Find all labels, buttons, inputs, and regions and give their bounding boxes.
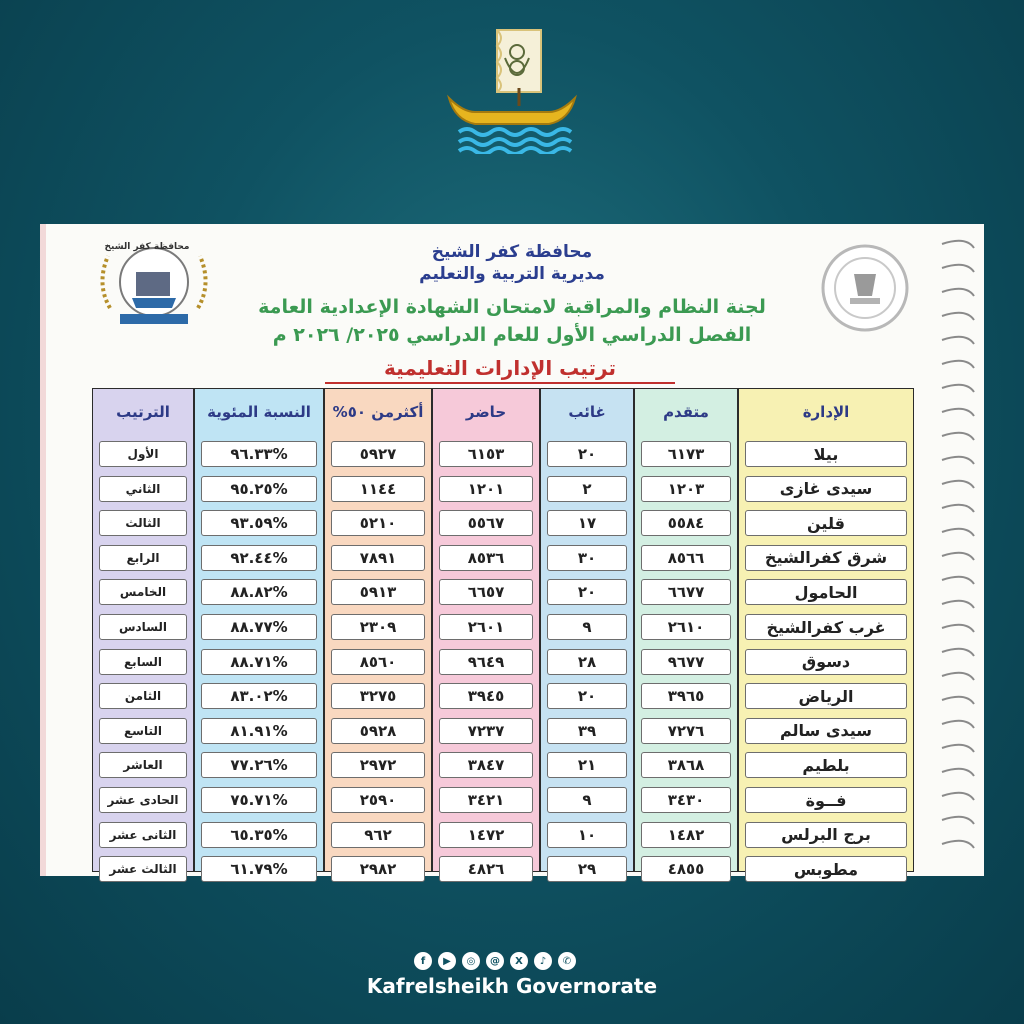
administration-cell: الرياض — [745, 683, 907, 709]
header-absent: غائب — [568, 403, 606, 421]
tiktok-icon[interactable]: ♪ — [534, 952, 552, 970]
absent-cell: ٩ — [547, 614, 627, 640]
absent-cell: ١٧ — [547, 510, 627, 536]
header-present: حاضر — [465, 403, 507, 421]
table-title: ترتيب الإدارات التعليمية — [325, 356, 675, 384]
rank-cell: الرابع — [99, 545, 187, 571]
percentage-cell: %٩٣.٥٩ — [201, 510, 317, 536]
absent-cell: ٢١ — [547, 752, 627, 778]
rank-cell: الحادى عشر — [99, 787, 187, 813]
document-sheet — [40, 224, 984, 879]
present-cell: ١٤٧٢ — [439, 822, 533, 848]
present-cell: ١٢٠١ — [439, 476, 533, 502]
column-administration — [738, 388, 914, 879]
rank-cell: الثامن — [99, 683, 187, 709]
present-cell: ٨٥٣٦ — [439, 545, 533, 571]
present-cell: ٣٤٢١ — [439, 787, 533, 813]
percentage-cell: %٩٦.٣٣ — [201, 441, 317, 467]
advanced-cell: ٧٢٧٦ — [641, 718, 731, 744]
present-cell: ٦١٥٣ — [439, 441, 533, 467]
column-over-50 — [324, 388, 432, 879]
rank-cell: الثالث عشر — [99, 856, 187, 882]
directorate-label: مديرية التربية والتعليم — [419, 264, 605, 284]
advanced-cell: ١٢٠٣ — [641, 476, 731, 502]
rank-cell: التاسع — [99, 718, 187, 744]
percentage-cell: %٨٨.٨٢ — [201, 579, 317, 605]
left-logo-text: محافظة كفر الشيخ — [104, 242, 190, 252]
rank-cell: الأول — [99, 441, 187, 467]
absent-cell: ٩ — [547, 787, 627, 813]
over-50-cell: ٣٢٧٥ — [331, 683, 425, 709]
column-advanced — [634, 388, 738, 879]
administration-cell: دسوق — [745, 649, 907, 675]
absent-cell: ٢٠ — [547, 683, 627, 709]
advanced-cell: ٨٥٦٦ — [641, 545, 731, 571]
header-over-50: أكثرمن ٥٠% — [332, 403, 424, 421]
brand-name: Kafrelsheikh Governorate — [366, 974, 658, 998]
ranking-table — [92, 388, 914, 879]
administration-cell: بلطيم — [745, 752, 907, 778]
x-icon[interactable]: X — [510, 952, 528, 970]
administration-cell: غرب كفرالشيخ — [745, 614, 907, 640]
present-cell: ٢٦٠١ — [439, 614, 533, 640]
facebook-icon[interactable]: f — [414, 952, 432, 970]
over-50-cell: ٢٩٧٢ — [331, 752, 425, 778]
percentage-cell: %٧٧.٢٦ — [201, 752, 317, 778]
over-50-cell: ٧٨٩١ — [331, 545, 425, 571]
rank-cell: العاشر — [99, 752, 187, 778]
present-cell: ٥٥٦٧ — [439, 510, 533, 536]
administration-cell: برج البرلس — [745, 822, 907, 848]
absent-cell: ١٠ — [547, 822, 627, 848]
present-cell: ٤٨٢٦ — [439, 856, 533, 882]
percentage-cell: %٨١.٩١ — [201, 718, 317, 744]
header-percentage: النسبة المئوية — [207, 403, 311, 421]
advanced-cell: ٥٥٨٤ — [641, 510, 731, 536]
percentage-cell: %٩٢.٤٤ — [201, 545, 317, 571]
rank-cell: الخامس — [99, 579, 187, 605]
threads-icon[interactable]: @ — [486, 952, 504, 970]
absent-cell: ٢ — [547, 476, 627, 502]
absent-cell: ٣٩ — [547, 718, 627, 744]
over-50-cell: ٥٩١٣ — [331, 579, 425, 605]
rank-cell: الثاني — [99, 476, 187, 502]
percentage-cell: %٦١.٧٩ — [201, 856, 317, 882]
absent-cell: ٢٨ — [547, 649, 627, 675]
rank-cell: الثانى عشر — [99, 822, 187, 848]
over-50-cell: ٢٩٨٢ — [331, 856, 425, 882]
over-50-cell: ٢٥٩٠ — [331, 787, 425, 813]
header-advanced: متقدم — [663, 403, 709, 421]
governorate-label: محافظة كفر الشيخ — [431, 242, 593, 262]
absent-cell: ٢٠ — [547, 579, 627, 605]
boat-logo — [445, 28, 579, 154]
over-50-cell: ٨٥٦٠ — [331, 649, 425, 675]
percentage-cell: %٨٨.٧٧ — [201, 614, 317, 640]
absent-cell: ٢٩ — [547, 856, 627, 882]
present-cell: ٧٢٣٧ — [439, 718, 533, 744]
administration-cell: سيدى غازى — [745, 476, 907, 502]
column-rank — [92, 388, 194, 877]
administration-cell: سيدى سالم — [745, 718, 907, 744]
present-cell: ٦٦٥٧ — [439, 579, 533, 605]
administration-cell: مطوبس — [745, 856, 907, 882]
percentage-cell: %٦٥.٣٥ — [201, 822, 317, 848]
advanced-cell: ٣٤٣٠ — [641, 787, 731, 813]
column-percentage — [194, 388, 324, 879]
administration-cell: شرق كفرالشيخ — [745, 545, 907, 571]
advanced-cell: ٩٦٧٧ — [641, 649, 731, 675]
over-50-cell: ٥٢١٠ — [331, 510, 425, 536]
present-cell: ٣٩٤٥ — [439, 683, 533, 709]
percentage-cell: %٧٥.٧١ — [201, 787, 317, 813]
rank-cell: السابع — [99, 649, 187, 675]
absent-cell: ٢٠ — [547, 441, 627, 467]
header-administration: الإدارة — [802, 403, 850, 421]
term-title: الفصل الدراسي الأول للعام الدراسي ٢٠٢٥/ ٢٠٢٦ م — [272, 324, 752, 346]
percentage-cell: %٨٨.٧١ — [201, 649, 317, 675]
over-50-cell: ١١٤٤ — [331, 476, 425, 502]
present-cell: ٩٦٤٩ — [439, 649, 533, 675]
advanced-cell: ٦٦٧٧ — [641, 579, 731, 605]
administration-cell: بيلا — [745, 441, 907, 467]
committee-title: لجنة النظام والمراقبة لامتحان الشهادة الإعدادية العامة — [258, 296, 766, 318]
advanced-cell: ٣٨٦٨ — [641, 752, 731, 778]
percentage-cell: %٨٣.٠٢ — [201, 683, 317, 709]
over-50-cell: ٩٦٢ — [331, 822, 425, 848]
percentage-cell: %٩٥.٢٥ — [201, 476, 317, 502]
youtube-icon[interactable]: ▶ — [438, 952, 456, 970]
advanced-cell: ٤٨٥٥ — [641, 856, 731, 882]
advanced-cell: ٣٩٦٥ — [641, 683, 731, 709]
advanced-cell: ٢٦١٠ — [641, 614, 731, 640]
administration-cell: فــوة — [745, 787, 907, 813]
advanced-cell: ٦١٧٣ — [641, 441, 731, 467]
over-50-cell: ٥٩٢٧ — [331, 441, 425, 467]
whatsapp-icon[interactable]: ✆ — [558, 952, 576, 970]
over-50-cell: ٢٣٠٩ — [331, 614, 425, 640]
over-50-cell: ٥٩٢٨ — [331, 718, 425, 744]
present-cell: ٣٨٤٧ — [439, 752, 533, 778]
instagram-icon[interactable]: ◎ — [462, 952, 480, 970]
rank-cell: الثالث — [99, 510, 187, 536]
social-icons — [414, 952, 576, 970]
advanced-cell: ١٤٨٢ — [641, 822, 731, 848]
header-rank: الترتيب — [116, 403, 170, 421]
column-present — [432, 388, 540, 879]
rank-cell: السادس — [99, 614, 187, 640]
administration-cell: قلين — [745, 510, 907, 536]
administration-cell: الحامول — [745, 579, 907, 605]
column-absent — [540, 388, 634, 879]
absent-cell: ٣٠ — [547, 545, 627, 571]
